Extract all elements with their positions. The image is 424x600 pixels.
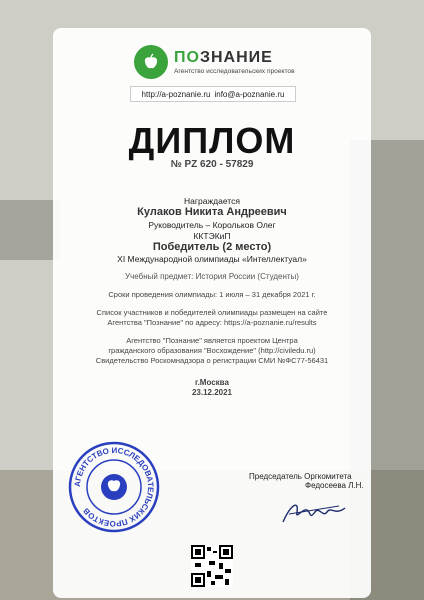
- apple-icon: [134, 45, 168, 79]
- signature-block: [249, 472, 369, 490]
- qr-code: [191, 545, 233, 587]
- contact-links: [130, 86, 296, 102]
- handwritten-signature: [279, 498, 349, 528]
- issue-date: 23.12.2021: [191, 388, 233, 397]
- signer-name: Федосеева Л.Н.: [305, 481, 364, 490]
- supervisor: Руководитель – Корольков Олег: [148, 220, 276, 230]
- olympiad-dates: Сроки проведения олимпиады: 1 июля – 31 декабря 2021 г.: [108, 290, 316, 299]
- email-link[interactable]: info@a-poznanie.ru: [214, 89, 285, 99]
- brand-subtitle: Агентство исследовательских проектов: [174, 67, 295, 75]
- brand-logo: [134, 45, 295, 79]
- project-line-1: Агентство "Познание" является проектом Центра: [126, 336, 298, 345]
- brand-name: ПОЗНАНИЕ: [174, 48, 273, 66]
- results-line-2: Агентства "Познание" по адресу: https://a-poznanie.ru/results: [107, 318, 317, 327]
- city: г.Москва: [195, 378, 229, 387]
- recipient-name: Кулаков Никита Андреевич: [137, 206, 287, 218]
- diploma-title: ДИПЛОМ: [128, 120, 296, 161]
- certificate-card: [53, 28, 371, 598]
- site-link[interactable]: http://a-poznanie.ru: [141, 89, 211, 99]
- official-stamp: [68, 441, 160, 533]
- results-line-1: Список участников и победителей олимпиады размещен на сайте: [96, 308, 328, 317]
- diploma-number: № PZ 620 - 57829: [170, 159, 254, 170]
- project-line-3: Свидетельство Роскомнадзора о регистрации СМИ №ФС77-56431: [95, 356, 329, 365]
- institution: ККТЭКиП: [193, 231, 231, 241]
- project-line-2: гражданского образования "Восхождение" (http://civiledu.ru): [108, 346, 316, 355]
- subject: Учебный предмет: История России (Студенты): [125, 272, 299, 281]
- stamp-ring-text: АГЕНТСТВО ИССЛЕДОВАТЕЛЬСКИХ ПРОЕКТОВ: [72, 445, 156, 529]
- awarded-label: Награждается: [184, 196, 240, 206]
- place-result: Победитель (2 место): [152, 241, 272, 253]
- olympiad-name: XI Международной олимпиады «Интеллектуал»: [117, 254, 307, 264]
- signer-role: Председатель Оргкомитета: [249, 472, 352, 481]
